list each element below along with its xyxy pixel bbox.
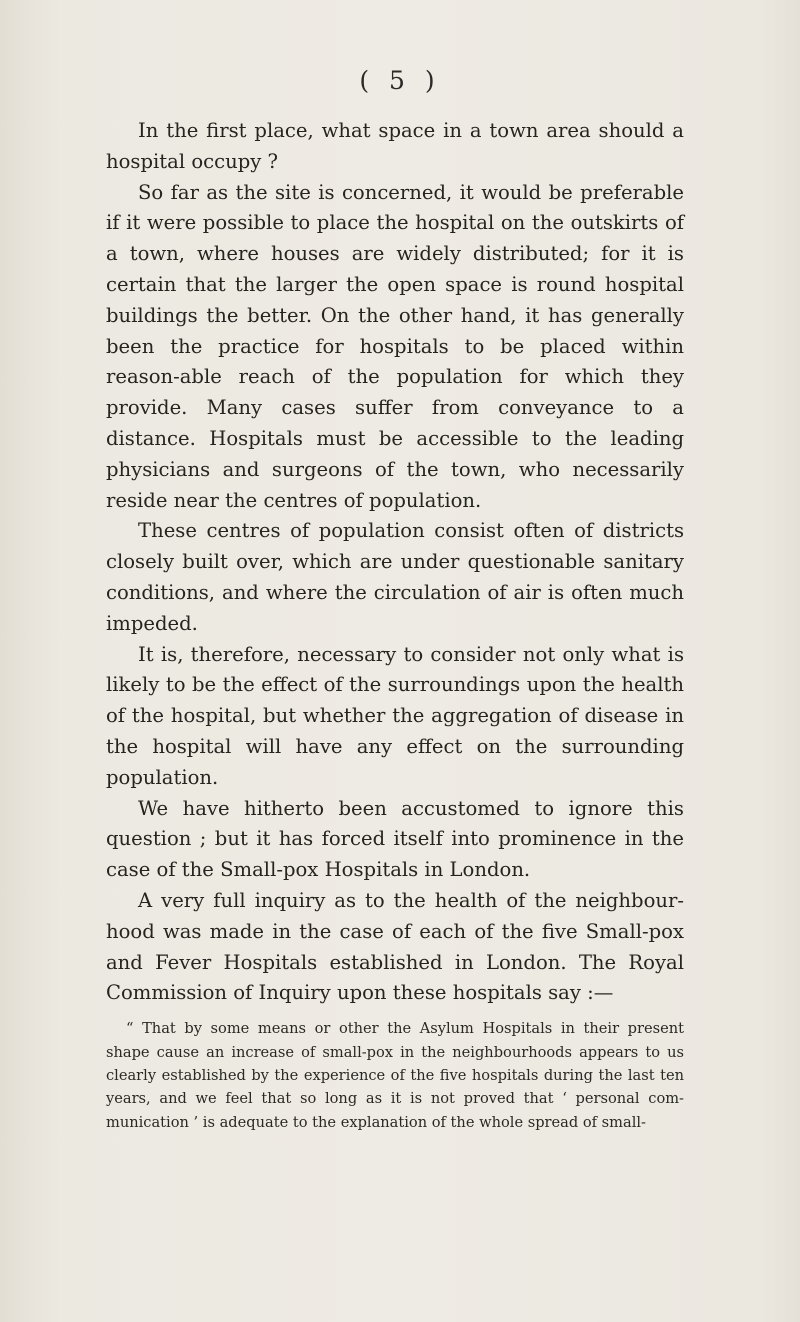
- paragraph-surroundings-effect: It is, therefore, necessary to consider not only what is likely to be the effect of the surroundings upon the health of the hospital, but whether the aggregation of disease in the hospital will have any effect on the surrounding population.: [106, 642, 684, 789]
- page-body: [106, 116, 684, 1134]
- page-number: ( 5 ): [359, 66, 441, 95]
- paragraph-hospital-space: In the first place, what space in a town area should a hospital occupy ?: [106, 119, 684, 173]
- commission-quote: “ That by some means or other the Asylum Hospitals in their present shape cause an increase of small-pox in the neighbourhoods appears to us clearly established by the experience of the five hospitals during the last ten years, and we feel that so long as it is not proved that ‘ personal com-munication ’ is adequate to the explanation of the whole spread of small-: [106, 1020, 684, 1131]
- paragraph-site-location: So far as the site is concerned, it would be preferable if it were possible to place the hospital on the outskirts of a town, where houses are widely distributed; for it is certain that the larger the open space is round hospital buildings the better. On the other hand, it has generally been the practice for hospitals to be placed within reason-able reach of the population for which they provide. Many cases suffer from conveyance to a distance. Hospitals must be accessible to the leading physicians and surgeons of the town, who necessarily reside near the centres of population.: [106, 180, 684, 512]
- paragraph-royal-commission: A very full inquiry as to the health of the neighbour-hood was made in the case of each of the five Small-pox and Fever Hospitals established in London. The Royal Commission of Inquiry upon these hospitals say :—: [106, 888, 684, 1005]
- paragraph-smallpox-question: We have hitherto been accustomed to ignore this question ; but it has forced itself into prominence in the case of the Small-pox Hospitals in London.: [106, 796, 684, 882]
- paragraph-population-centres: These centres of population consist often of districts closely built over, which are under questionable sanitary conditions, and where the circulation of air is often much impeded.: [106, 519, 684, 635]
